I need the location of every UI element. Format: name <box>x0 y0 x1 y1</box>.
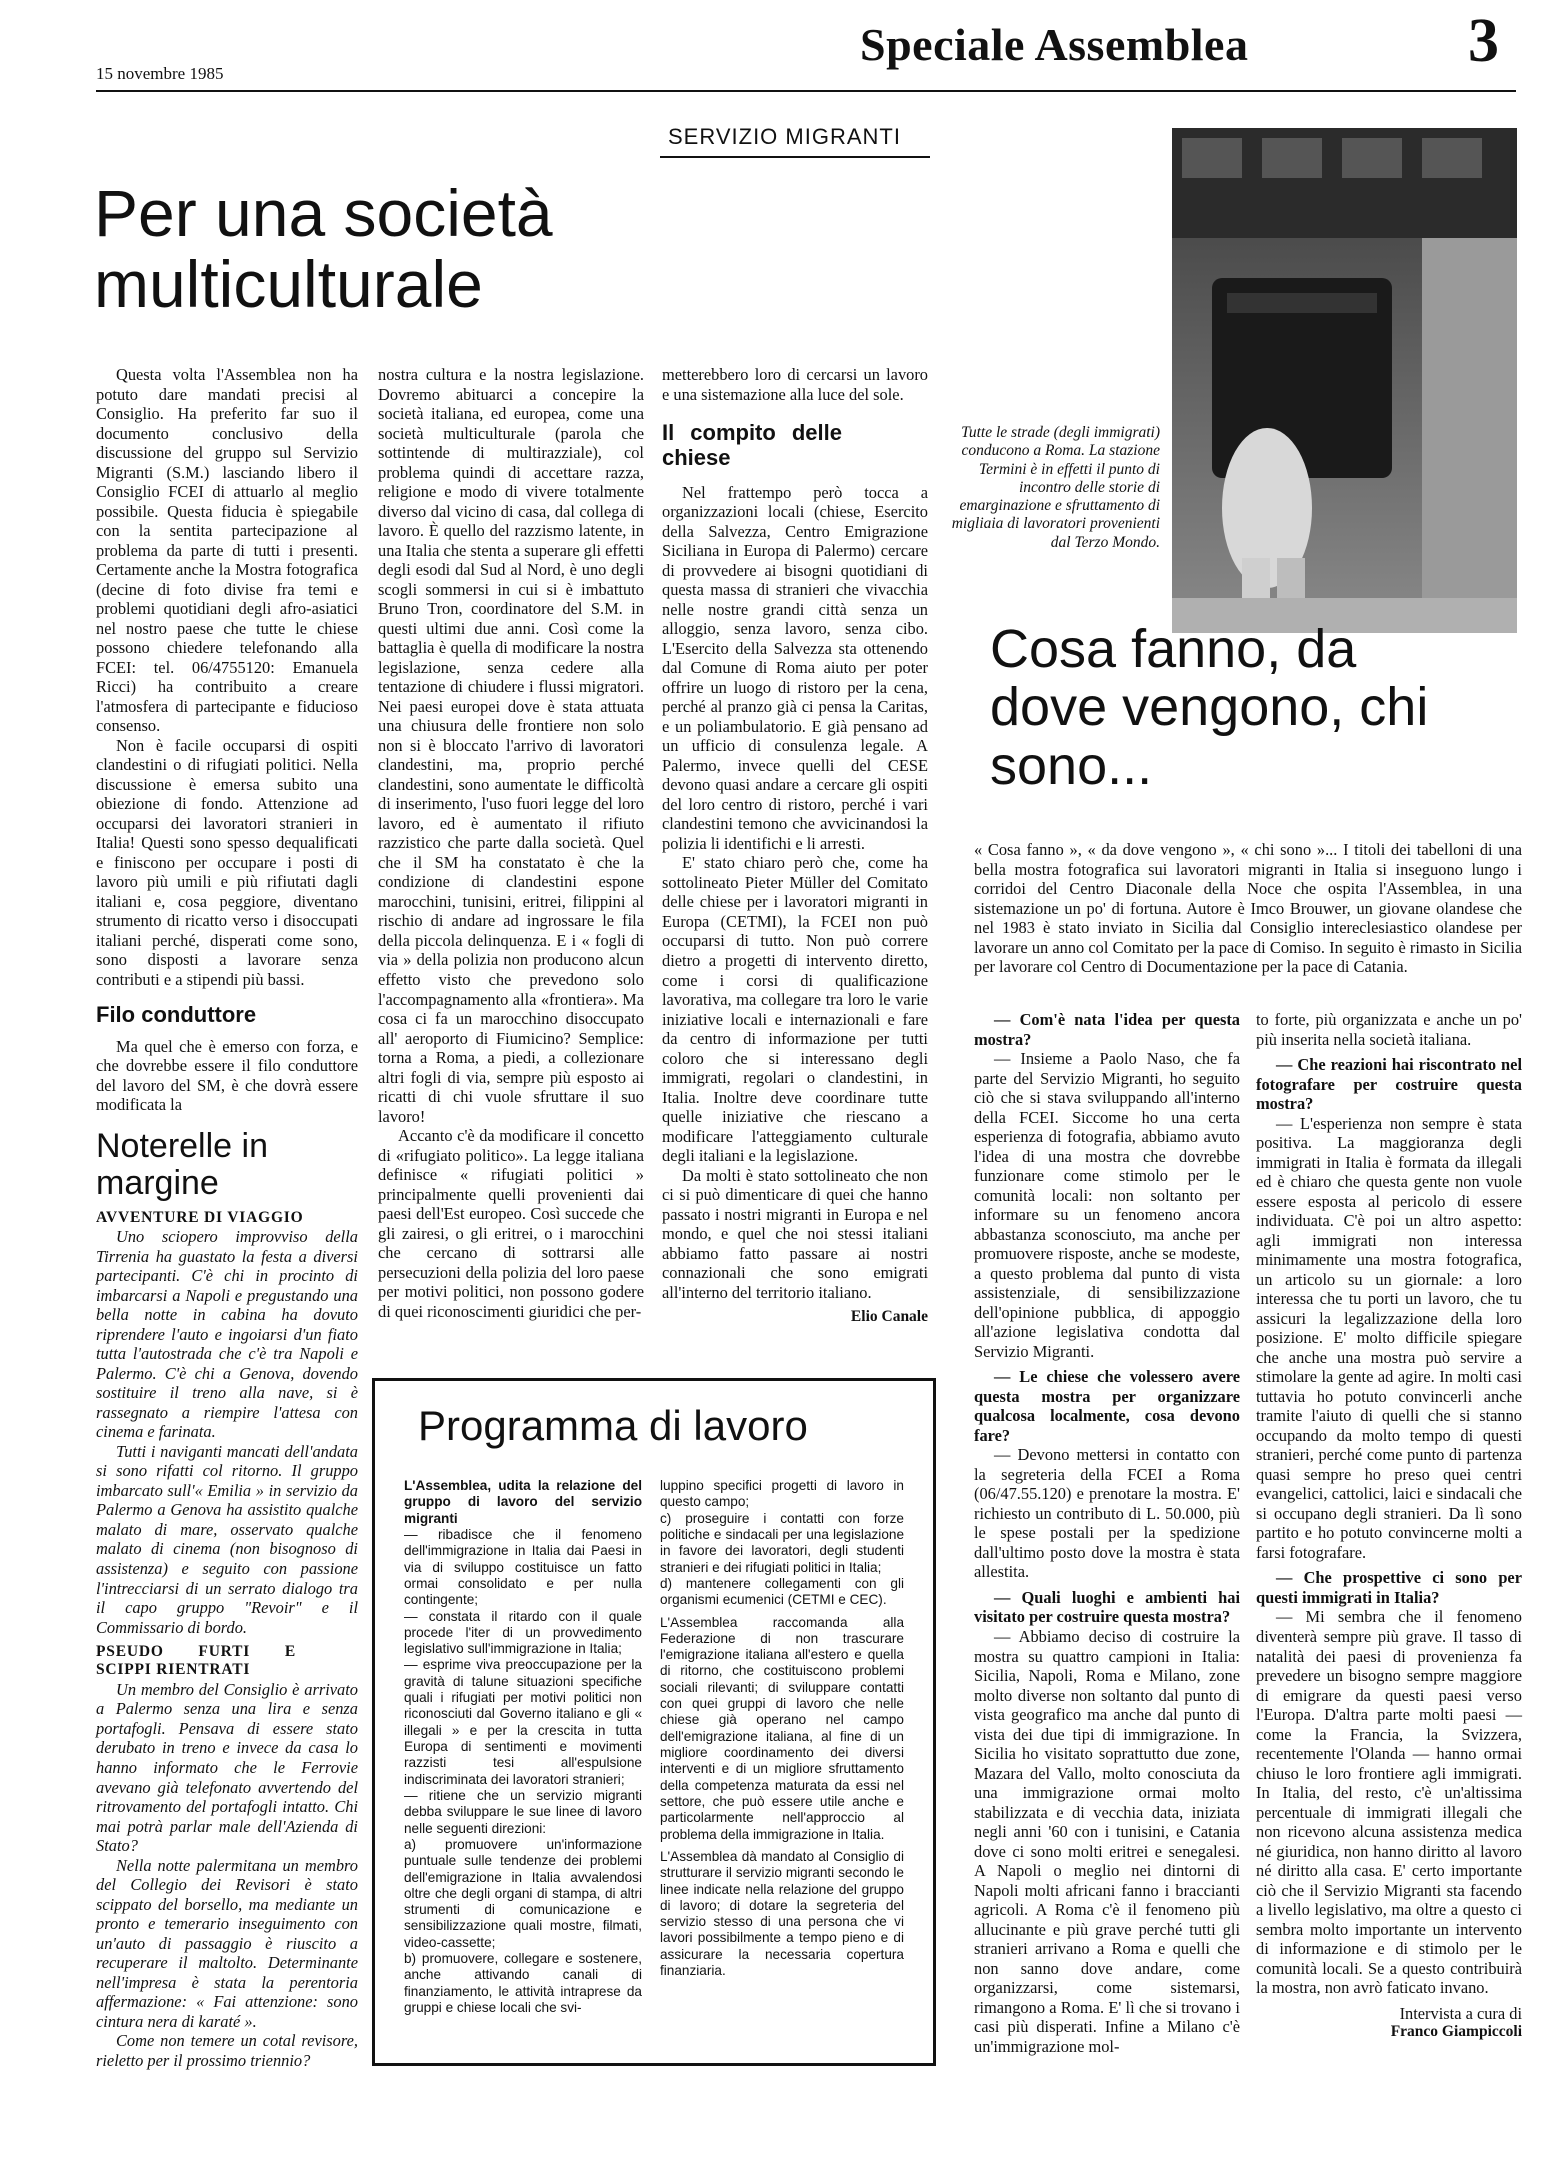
subheading-compito-chiese: Il compito delle chiese <box>662 420 842 471</box>
article-paragraph: E' stato chiaro però che, come ha sottolineato Pieter Müller del Comitato delle chiese per i lavoratori migranti in Europa (CETMI), la FCEI non può occuparsi di tutto. Non può correre dietro a progetti di intervento diretto, come i corsi di qualificazione lavorativa, ma collegare tra loro le varie iniziative locali e internazionali e fare da centro di informazione per tutti coloro che si interessano degli immigrati, regolari o clandestini, in Italia. Inoltre deve coordinare tutte quelle iniziative che riescano a modificare l'atteggiamento culturale degli italiani e la legislazione. <box>662 853 928 1166</box>
interview-question: — Com'è nata l'idea per questa mostra? <box>974 1010 1240 1049</box>
article-paragraph: Accanto c'è da modificare il concetto di «rifugiato politico». La legge italiana definisce « rifugiati politici » principalmente quelli provenienti dai paesi dell'Est europeo. Così succede che gli zairesi, o gli eritrei, o i marocchini che cercano di sottrarsi alle persecuzioni della polizia del loro paese per motivi politici, non possono godere di quei riconoscimenti giuridici che per- <box>378 1126 644 1321</box>
article-paragraph: Ma quel che è emerso con forza, e che dovrebbe essere il filo conduttore del lavoro del SM, è che dovrà essere modificata la <box>96 1036 358 1115</box>
article-paragraph: Da molti è stato sottolineato che non ci si può dimenticare di quei che hanno passato i nostri migranti in Europa e nel mondo, e quel che noi stessi italiani abbiamo fatto passare ai nostri connazionali che sono emigrati all'interno del territorio italiano. <box>662 1165 928 1302</box>
article-paragraph: Questa volta l'Assemblea non ha potuto dare mandati precisi al Consiglio. Ha preferito far suo il documento conclusivo della discussione del gruppo sul Servizio Migranti (S.M.) lasciando libero il Consiglio FCEI di attuarlo al meglio possibile. Questa fiducia è spiegabile con la sentita partecipazione al problema da parte di tutti i presenti. Certamente anche la Mostra fotografica (decine di foto divise fra temi e problemi quotidiani degli afro-asiatici nel nostro paese che tutte le chiese possono chiedere telefonando alla FCEI: tel. 06/4755120: Emanuela Ricci) ha contribuito a creare l'atmosfera di partecipante e fiducioso consenso. <box>96 365 358 736</box>
interview-question: — Che prospettive ci sono per questi immigrati in Italia? <box>1256 1568 1522 1607</box>
article-signature: Elio Canale <box>850 1308 928 1326</box>
section-title: Speciale Assemblea <box>860 19 1249 70</box>
interview-answer: — Devono mettersi in contatto con la segreteria della FCEI a Roma (06/47.55.120) e prenotare la mostra. E' richiesto un contributo di L. 50.000, più le spese postali per la spedizione dall'ultimo posto dove la mostra è stata allestita. <box>974 1445 1240 1582</box>
main-headline: Per una società multiculturale <box>94 176 553 322</box>
interview-answer: to forte, più organizzata e anche un po' più inserita nella società italiana. <box>1256 1010 1522 1049</box>
photo-image <box>1172 128 1517 633</box>
interview-answer: — Mi sembra che il fenomeno diventerà sempre più grave. Il tasso di natalità dei paesi di provenienza fa prevedere un bisogno sempre maggiore di emigrare da questi paesi verso l'Europa. D'altra parte molti paesi — come la Francia, la Svizzera, recentemente l'Olanda — hanno ormai chiuso le loro frontiere agli immigrati. In Italia, del resto, c'è un'altissima percentuale di immigrati illegali che non ricevono alcuna assistenza medica né giuridica, non hanno diritto al lavoro né diritto alla casa. E' certo importante ciò che il Servizio Migranti sta facendo a livello legislativo, ma oltre a questo ci sembra molto importante un intervento di informazione e di stimolo per le comunità locali. Se a questo contribuirà la mostra, non avrò faticato invano. <box>1256 1607 1522 1998</box>
section-label: SERVIZIO MIGRANTI <box>668 124 901 149</box>
interview-headline: Cosa fanno, da dove vengono, chi sono... <box>990 619 1429 796</box>
subheading-filo-conduttore: Filo conduttore <box>96 1001 257 1027</box>
programma-paragraph: b) promuovere, collegare e sostenere, anche attivando canali di finanziamento, le attività intraprese da gruppi e chiese locali che svi- <box>404 1951 642 2015</box>
issue-date: 15 novembre 1985 <box>96 64 224 83</box>
programma-column-2 <box>660 1478 904 1979</box>
article-paragraph: metterebbero loro di cercarsi un lavoro e una sistemazione alla luce del sole. <box>662 365 928 404</box>
programma-paragraph: — esprime viva preoccupazione per la gravità di talune situazioni specifiche quali i rifugiati per motivi politici non riconosciuti dal Governo italiano e gli « illegali » e per la crescita in tutta Europa di sentimenti e movimenti razzisti tesi all'espulsione indiscriminata dei lavoratori stranieri; <box>404 1657 642 1787</box>
interview-column-2 <box>1256 1010 1522 2042</box>
page-number: 3 <box>1468 7 1499 75</box>
noterelle-paragraph: Tutti i naviganti mancati dell'andata si sono rifatti col ritorno. Il gruppo imbarcato sull'« Emilia » in servizio da Palermo a Genova ha assistito qualche malato di mare, osservato qualche malato di cinema (non bisognoso di assistenza) e seguito con passione l'intrecciarsi di un serrato dialogo tra il capo gruppo "Revoir" e il Commissario di bordo. <box>96 1441 358 1637</box>
programma-paragraph: L'Assemblea raccomanda alla Federazione di non trascurare l'emigrazione italiana all'estero e quella di ritorno, che costituiscono problemi sociali rilevanti; di sviluppare contatti con quei gruppi di lavoro che nelle chiese già operano nel campo dell'emigrazione italiana, al fine di un migliore coordinamento dei diversi interventi e di un migliore sfruttamento della competenza maturata da essi nel settore, che può essere utile anche e particolarmente nell'approccio al problema della immigrazione in Italia. <box>660 1614 904 1842</box>
noterelle-section <box>96 1128 358 2070</box>
interview-intro: « Cosa fanno », « da dove vengono », « chi sono »... I titoli dei tabelloni di una bella mostra fotografica sui lavoratori migranti in Italia si inseguono lungo i corridoi del Centro Diaconale della Noce che ospita l'Assemblea, in una sistemazione un po' di fortuna. Autore è Imco Brouwer, un giovane olandese che nel 1983 è stato inviato in Sicilia dal Consiglio intereclesiastico olandese per lavorare un anno col Comitato per la pace di Comiso. In seguito è rimasto in Sicilia per lavorare col Centro di Documentazione per la pace di Catania. <box>974 840 1522 977</box>
noterelle-kicker: PSEUDO FURTI E SCIPPI RIENTRATI <box>96 1643 296 1679</box>
interview-answer: — L'esperienza non sempre è stata positiva. La maggioranza degli immigrati in Italia è formata da illegali ed è chiaro che questa gente non vuole essere esposta al pericolo di essere individuata. C'è poi un altro aspetto: agli immigrati non interessa minimamente una mostra fotografica, un articolo su un giornale: a loro interessa che tu porti un lavoro, che tu assicuri la legalizzazione della loro posizione. E' molto difficile spiegare che anche una mostra può servire a stimolare la gente ad agire. In molti casi tuttavia ho potuto convincerli anche tramite l'aiuto di quelli che si stanno occupando da molto tempo di questi stranieri, perché come punto di partenza quasi sempre ho preso quei centri evangelici, cattolici, laici e sindacali che si occupano degli stranieri. Da lì sono partito e ho potuto convincerne molti a farsi fotografare. <box>1256 1113 1522 1562</box>
interview-credit-name: Franco Giampiccoli <box>1390 2023 1522 2041</box>
programma-paragraph: — ritiene che un servizio migranti debba sviluppare le sue linee di lavoro nelle seguenti direzioni: <box>404 1787 642 1836</box>
article-paragraph: Nel frattempo però tocca a organizzazioni locali (chiese, Esercito della Salvezza, Centro Emigrazione Siciliana in Europa di Palermo) cercare di provvedere ai bisogni quotidiani di questa massa di stranieri che vivacchia nelle nostre grandi città senza un alloggio, senza lavoro, senza cibo. L'Esercito della Salvezza sta ottenendo dal Comune di Roma aiuto per poter offrire un luogo di ristoro per la cena, perché al pranzo già ci pensa la Caritas, e un poliambulatorio. E già pensano ad un ufficio di consulenza legale. A Palermo, invece quelli del CESE devono quasi andare a cercare gli ospiti del loro centro di ristoro, perché i vari clandestini temono che avvicinandosi la polizia li identifichi e li arresti. <box>662 482 928 853</box>
article-paragraph: nostra cultura e la nostra legislazione. Dovremo abituarci a concepire la società italiana, ed europea, come una società multiculturale (parola che sottintende di multirazziale), col problema quindi di accettare razza, religione e modo di vivere totalmente diverso dal vicino di casa, dal collega di lavoro. È quello del razzismo latente, in una Italia che stenta a superare gli effetti degli esodi dal Sud al Nord, è uno degli scogli sommersi in cui si è imbattuto Bruno Tron, coordinatore del S.M. in questi ultimi due anni. Così come la battaglia è quella di modificare la nostra legislazione, senza cedere alla tentazione di chiudere i flussi migratori. Nei paesi europei dove è stata attuata una chiusura delle frontiere non solo non si è bloccato l'arrivo di lavoratori clandestini, ma, proprio perché clandestini, sono aumentate le difficoltà di inserimento, l'uso fuori legge del loro lavoro, ed è aumentato il rifiuto razzistico che parte dalla società. Quel che il SM ha constatato è che la condizione di clandestini espone marocchini, tunisini, eritrei, filippini al rischio di andare ad ingrossare le fila della piccola delinquenza. E i « fogli di via » della polizia non producono alcun effetto visto che prevedono solo l'accompagnamento alla «frontiera». Ma cosa ci fa un marocchino disoccupato all' aeroporto di Fiumicino? Semplice: torna a Roma, a piedi, a collezionare altri fogli di via, sempre più esposto ai ricatti di chi vuole sfruttare il suo lavoro! <box>378 365 644 1126</box>
programma-paragraph: L'Assemblea, udita la relazione del gruppo di lavoro del servizio migranti <box>404 1478 642 1526</box>
interview-question: — Che reazioni hai riscontrato nel fotografare per costruire questa mostra? <box>1256 1055 1522 1114</box>
station-photo <box>1172 128 1517 633</box>
photo-caption: Tutte le strade (degli immigrati) conducono a Roma. La stazione Termini è in effetti il punto di incontro delle storie di emarginazione e sfruttamento di migliaia di lavoratori provenienti dal Terzo Mondo. <box>951 424 1160 551</box>
programma-paragraph: c) proseguire i contatti con forze politiche e sindacali per una legislazione in favore dei lavoratori, degli studenti stranieri e dei rifugiati politici in Italia; <box>660 1510 904 1575</box>
interview-answer: — Insieme a Paolo Naso, che fa parte del Servizio Migranti, ho seguito ciò che si stava sviluppando all'interno della FCEI. Siccome ho una certa esperienza di fotografia, abbiamo avuto l'idea di una mostra che dovrebbe funzionare come stimolo per le comunità locali: non soltanto per informare su un fenomeno ancora abbastanza sconosciuto, ma anche per promuovere risposte, anche se modeste, a questo problema dal punto di vista assistenziale, di sensibilizzazione dell'opinione pubblica, di appoggio all'azione legislativa condotta dal Servizio Migranti. <box>974 1049 1240 1361</box>
noterelle-paragraph: Un membro del Consiglio è arrivato a Palermo senza una lira e senza portafogli. Pensava di essere stato derubato in treno e invece da casa lo hanno informato che le Ferrovie avevano già telefonato avvertendo del ritrovamento del portafogli intatto. Chi mai potrà parlar male dell'Azienda di Stato? <box>96 1679 358 1856</box>
programma-paragraph: luppino specifici progetti di lavoro in questo campo; <box>660 1478 904 1510</box>
programma-paragraph: L'Assemblea dà mandato al Consiglio di strutturare il servizio migranti secondo le linee indicate nella relazione del gruppo di lavoro; di dotare la segreteria del servizio stesso di una persona che vi lavori possibilmente a tempo pieno e di assicurare la necessaria copertura finanziaria. <box>660 1848 904 1979</box>
programma-paragraph: a) promuovere un'informazione puntuale sulle tendenze dei problemi dell'emigrazione in Italia avvalendosi oltre che degli organi di stampa, di altri strumenti di comunicazione e sensibilizzazione quali mostre, filmati, video-cassette; <box>404 1836 642 1950</box>
article-paragraph: Non è facile occuparsi di ospiti clandestini o di rifugiati politici. Nella discussione è emersa subito una obiezione di fondo. Attenzione ad occuparsi dei lavoratori stranieri in Italia! Questi sono spesso dequalificati e finiscono per occupare i posti di lavoro più umili e più rifiutati dagli italiani e, cosa peggiore, diventano strumento di ricatto verso i disoccupati italiani perché, disperati come sono, sono disposti a lavorare senza contributi e a stipendi più bassi. <box>96 735 358 989</box>
noterelle-paragraph: Nella notte palermitana un membro del Collegio dei Revisori è stato scippato del borsello, ma mediante un pronto e temerario inseguimento con un'auto di passaggio è riuscito a recuperare il maltolto. Determinante nell'impresa è stata la perentoria affermazione: « Fai attenzione: sono cintura nera di karaté ». <box>96 1855 358 2031</box>
interview-credit-line: Intervista a cura di <box>1399 2003 1522 2023</box>
section-label-rule <box>660 156 930 158</box>
header-rule <box>96 90 1516 92</box>
programma-paragraph: — constata il ritardo con il quale procede l'iter di un provvedimento legislativo sull'immigrazione in Italia; <box>404 1608 642 1657</box>
programma-paragraph: — ribadisce che il fenomeno dell'immigrazione in Italia dai Paesi in via di sviluppo costituisce un fatto ormai consolidato e per nulla contingente; <box>404 1526 642 1608</box>
article-column-3 <box>662 365 928 1327</box>
programma-paragraph: d) mantenere collegamenti con gli organismi ecumenici (CETMI e CEC). <box>660 1575 904 1608</box>
article-column-1 <box>96 365 358 1115</box>
interview-question: — Quali luoghi e ambienti hai visitato per costruire questa mostra? <box>974 1587 1240 1627</box>
noterelle-kicker: AVVENTURE DI VIAGGIO <box>96 1208 304 1226</box>
programma-title: Programma di lavoro <box>418 1402 808 1449</box>
noterelle-paragraph: Uno sciopero improvviso della Tirrenia ha guastato la festa a diversi partecipanti. C'è chi in procinto di imbarcarsi a Napoli e pregustando una bella notte in cabina ha dovuto riprendere l'auto e ingoiarsi d'un fiato tutta l'autostrada che c'è tra Napoli e Palermo. C'è chi a Genova, dovendo sostituire il treno alla nave, si è rassegnato a riempire l'attesa con cinema e farinata. <box>96 1227 358 1442</box>
noterelle-paragraph: Come non temere un cotal revisore, rieletto per il prossimo triennio? <box>96 2031 358 2070</box>
article-column-2 <box>378 365 644 1321</box>
programma-column-1 <box>404 1478 642 2016</box>
interview-question: — Le chiese che volessero avere questa mostra per organizzare qualcosa localmente, cosa devono fare? <box>974 1367 1240 1445</box>
interview-column-1 <box>974 1010 1240 2056</box>
noterelle-headline: Noterelle in margine <box>96 1127 268 1203</box>
interview-answer: — Abbiamo deciso di costruire la mostra su quattro campioni in Italia: Sicilia, Napoli, Roma e Milano, zone molto diverse non soltanto dal punto di vista geografico ma anche dal punto di vista dei due tipi di immigrazione. In Sicilia ho visitato soprattutto due zone, Mazara del Vallo, molto conosciuta da una immigrazione ormai molto stabilizzata e di vecchia data, iniziata negli anni '60 con i tunisini, e Catania dove ci sono molti eritrei e senegalesi. A Napoli o meglio nei dintorni di Napoli molti africani fanno i braccianti agricoli. A Roma c'è il fenomeno più allucinante e più grave perché tutti gli stranieri arrivano a Roma e quelli che non sanno dove andare, come organizzarsi, come sistemarsi, rimangono a Roma. E' lì che si trovano i casi più disperati. Infine a Milano c'è un'immigrazione mol- <box>974 1626 1240 2056</box>
